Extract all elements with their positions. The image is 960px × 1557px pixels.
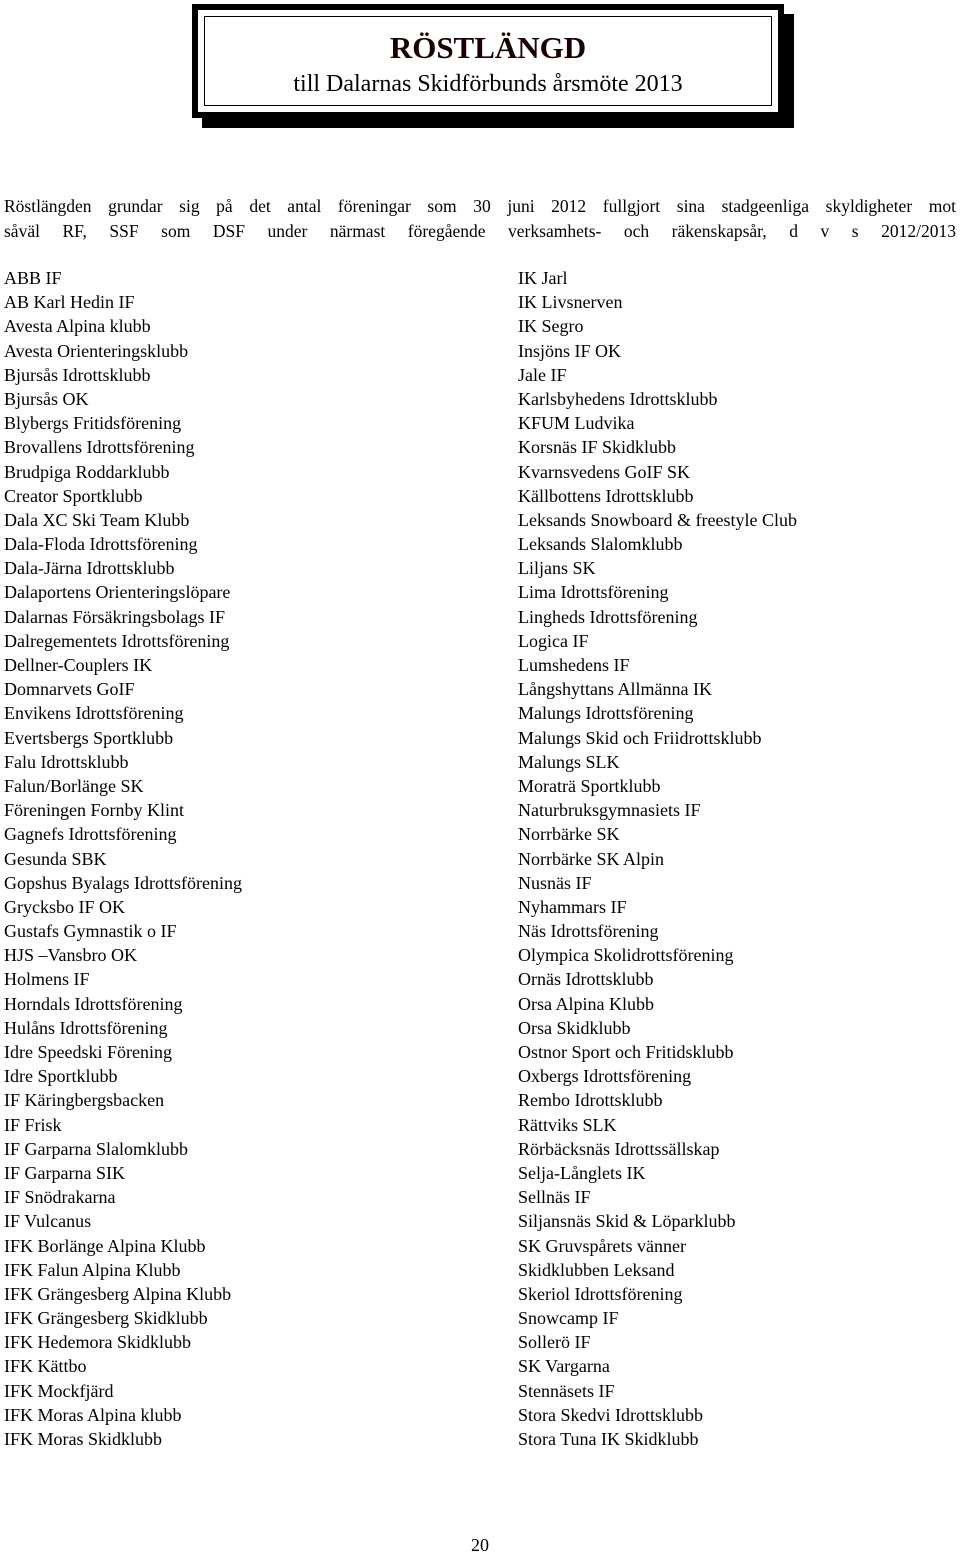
club-list-item: Föreningen Fornby Klint <box>4 800 184 821</box>
club-list-item: IK Segro <box>518 316 584 337</box>
club-list-item: IFK Hedemora Skidklubb <box>4 1332 191 1353</box>
club-list-item: Leksands Snowboard & freestyle Club <box>518 509 797 530</box>
club-list-item: Ostnor Sport och Fritidsklubb <box>518 1042 734 1062</box>
club-list-item: Holmens IF <box>4 969 90 990</box>
club-list-item: Horndals Idrottsförening <box>4 993 183 1014</box>
club-list-right <box>518 266 958 1451</box>
club-list-item: Hulåns Idrottsförening <box>4 1017 168 1038</box>
club-list-item: Malungs Idrottsförening <box>518 703 694 724</box>
club-list-item: Siljansnäs Skid & Löparklubb <box>518 1211 736 1232</box>
club-list-item: Grycksbo IF OK <box>4 896 125 917</box>
club-list-item: Dalaportens Orienteringslöpare <box>4 582 231 603</box>
club-list-item: Nyhammars IF <box>518 896 627 917</box>
club-list-item: Malungs SLK <box>518 751 620 772</box>
club-list-item: Avesta Orienteringsklubb <box>4 340 189 361</box>
club-list-item: Stennäsets IF <box>518 1380 615 1401</box>
club-list-item: IK Jarl <box>518 268 568 288</box>
club-list-item: Nusnäs IF <box>518 872 592 893</box>
club-list-item: Korsnäs IF Skidklubb <box>518 437 677 458</box>
club-list-item: SK Vargarna <box>518 1356 610 1377</box>
club-list-item: Gagnefs Idrottsförening <box>4 824 177 845</box>
club-list-item: Stora Skedvi Idrottsklubb <box>518 1404 703 1425</box>
club-list-item: Blybergs Fritidsförening <box>4 413 182 434</box>
title-inner-frame <box>204 16 772 106</box>
club-list-item: Selja-Långlets IK <box>518 1162 646 1183</box>
club-list-item: Skidklubben Leksand <box>518 1259 675 1280</box>
club-list-item: IFK Grängesberg Skidklubb <box>4 1308 208 1329</box>
club-list-item: HJS –Vansbro OK <box>4 945 138 966</box>
club-list-item: IFK Moras Alpina klubb <box>4 1404 182 1425</box>
club-list-item: Envikens Idrottsförening <box>4 703 184 724</box>
club-list-item: IF Snödrakarna <box>4 1187 116 1208</box>
club-list-item: Idre Sportklubb <box>4 1066 118 1087</box>
club-list-item: Moraträ Sportklubb <box>518 775 661 796</box>
club-list-item: Brovallens Idrottsförening <box>4 437 195 458</box>
club-list-item: Ornäs Idrottsklubb <box>518 969 654 990</box>
page-number: 20 <box>471 1535 489 1555</box>
club-list-item: IF Vulcanus <box>4 1211 92 1232</box>
club-list-item: Rättviks SLK <box>518 1114 617 1135</box>
club-list-item: Logica IF <box>518 630 589 651</box>
club-list-item: Källbottens Idrottsklubb <box>518 485 694 506</box>
page-title: RÖSTLÄNGD <box>389 30 587 65</box>
club-list-item: Dalarnas Försäkringsbolags IF <box>4 606 225 627</box>
club-list-item: ABB IF <box>4 268 62 288</box>
club-list-item: Naturbruksgymnasiets IF <box>518 800 701 821</box>
club-list-item: AB Karl Hedin IF <box>4 292 135 313</box>
club-list-item: Lumshedens IF <box>518 655 630 675</box>
club-list-item: Lingheds Idrottsförening <box>518 606 698 627</box>
club-list-item: IF Frisk <box>4 1114 62 1135</box>
club-list-item: Domnarvets GoIF <box>4 679 135 700</box>
club-list-item: SK Gruvspårets vänner <box>518 1235 686 1256</box>
club-list-item: Leksands Slalomklubb <box>518 534 683 555</box>
club-list-item: Norrbärke SK <box>518 824 620 845</box>
club-list-item: Rembo Idrottsklubb <box>518 1090 663 1111</box>
club-list-item: Rörbäcksnäs Idrottssällskap <box>518 1138 720 1159</box>
club-list-item: Skeriol Idrottsförening <box>518 1283 683 1304</box>
intro-line-2: såväl RF, SSF som DSF under närmast föregående verksamhets- och räkenskapsår, d v s 2012/2013 <box>4 221 956 241</box>
club-list-item: Dalregementets Idrottsförening <box>4 630 230 651</box>
club-list-item: Sollerö IF <box>518 1332 591 1353</box>
club-list-item: Gustafs Gymnastik o IF <box>4 921 177 942</box>
club-list-item: Jale IF <box>518 364 567 385</box>
club-list-item: Gesunda SBK <box>4 848 107 869</box>
club-list-item: IK Livsnerven <box>518 292 623 313</box>
club-list-item: Oxbergs Idrottsförening <box>518 1066 692 1087</box>
club-list-item: Orsa Alpina Klubb <box>518 993 654 1014</box>
title-box <box>192 4 784 118</box>
club-list-item: Dala XC Ski Team Klubb <box>4 509 190 530</box>
club-list-item: IFK Mockfjärd <box>4 1380 114 1401</box>
club-list-item: Långshyttans Allmänna IK <box>518 679 712 700</box>
club-list-item: Norrbärke SK Alpin <box>518 848 664 869</box>
club-list-item: IF Garparna SIK <box>4 1162 125 1183</box>
club-list-item: IF Käringbergsbacken <box>4 1090 165 1111</box>
club-list-item: Falu Idrottsklubb <box>4 751 129 772</box>
club-list-item: Avesta Alpina klubb <box>4 316 151 337</box>
club-list-item: Brudpiga Roddarklubb <box>4 461 170 482</box>
intro-line-1: Röstlängden grundar sig på det antal föreningar som 30 juni 2012 fullgjort sina stadgeenliga skyldigheter mot <box>4 196 956 216</box>
club-list-item: KFUM Ludvika <box>518 413 635 434</box>
club-list-item: Näs Idrottsförening <box>518 921 659 942</box>
club-list-item: Insjöns IF OK <box>518 340 622 361</box>
club-list-item: Lima Idrottsförening <box>518 582 669 603</box>
club-list-item: Olympica Skolidrottsförening <box>518 945 734 966</box>
club-list-item: IFK Borlänge Alpina Klubb <box>4 1235 206 1256</box>
club-list-item: Falun/Borlänge SK <box>4 775 144 796</box>
club-list-item: Snowcamp IF <box>518 1308 619 1329</box>
club-list-item: IF Garparna Slalomklubb <box>4 1138 188 1159</box>
club-list-item: IFK Grängesberg Alpina Klubb <box>4 1283 232 1304</box>
club-list-item: Bjursås Idrottsklubb <box>4 364 151 385</box>
club-list-item: Bjursås OK <box>4 388 89 409</box>
club-list-left <box>4 266 494 1451</box>
club-list-item: Creator Sportklubb <box>4 485 143 506</box>
title-frame <box>192 4 784 128</box>
club-list-item: IFK Falun Alpina Klubb <box>4 1259 181 1280</box>
club-list-item: IFK Kättbo <box>4 1356 87 1377</box>
club-list-item: Malungs Skid och Friidrottsklubb <box>518 727 762 748</box>
club-list-item: Orsa Skidklubb <box>518 1017 631 1038</box>
intro-paragraph <box>4 194 956 244</box>
club-list-item: Kvarnsvedens GoIF SK <box>518 461 690 482</box>
club-list-item: Dala-Floda Idrottsförening <box>4 534 198 555</box>
page-subtitle: till Dalarnas Skidförbunds årsmöte 2013 <box>293 71 683 97</box>
club-list-item: Dala-Järna Idrottsklubb <box>4 558 175 579</box>
club-list-item: Liljans SK <box>518 558 596 579</box>
club-list-item: Dellner-Couplers IK <box>4 655 153 675</box>
club-list-item: Evertsbergs Sportklubb <box>4 727 174 748</box>
club-list-item: Sellnäs IF <box>518 1187 591 1208</box>
club-list-item: Stora Tuna IK Skidklubb <box>518 1429 699 1449</box>
club-list-item: Gopshus Byalags Idrottsförening <box>4 872 242 893</box>
club-list-item: Karlsbyhedens Idrottsklubb <box>518 388 718 409</box>
club-list-item: IFK Moras Skidklubb <box>4 1429 163 1449</box>
club-list-item: Idre Speedski Förening <box>4 1042 172 1062</box>
